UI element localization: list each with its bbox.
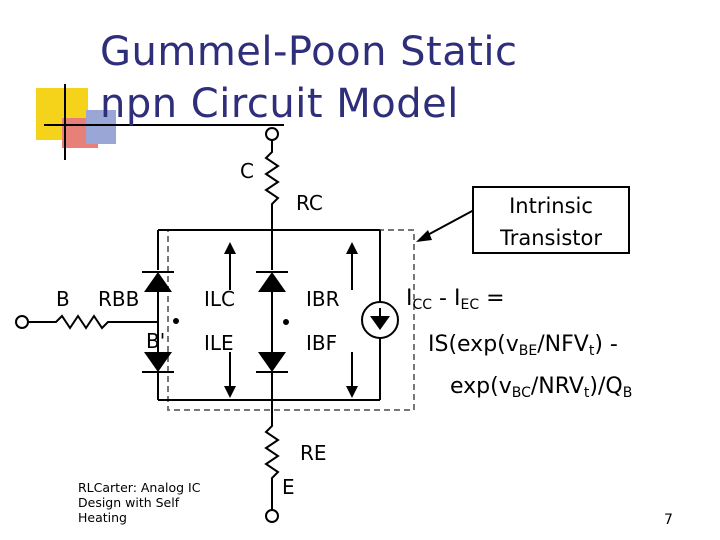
label-rbb: RBB	[98, 287, 140, 311]
equation-line-1	[406, 284, 505, 320]
eq-token: I	[406, 286, 413, 311]
callout-line-1: Intrinsic	[509, 194, 593, 218]
eq-token: )/Q	[589, 374, 623, 399]
label-re: RE	[300, 441, 327, 465]
intrinsic-transistor-callout	[472, 186, 630, 254]
eq-token: /NFV	[537, 332, 589, 357]
eq-token: exp(v	[450, 374, 512, 399]
b-prime-node	[173, 318, 179, 324]
label-b: B	[56, 287, 70, 311]
eq-sub: BE	[518, 343, 538, 359]
eq-sub: BC	[511, 385, 531, 401]
eq-sub: t	[583, 385, 590, 401]
ibr-arrow-head	[346, 242, 358, 254]
internal-base-node	[283, 319, 289, 325]
eq-sub: B	[622, 385, 633, 401]
collector-terminal	[266, 128, 278, 140]
credit-text: RLCarter: Analog IC Design with Self Heating	[78, 480, 201, 525]
callout-arrow	[422, 210, 474, 238]
eq-sub: CC	[412, 297, 433, 313]
label-e: E	[282, 475, 295, 499]
page-number: 7	[664, 512, 673, 528]
label-ibr: IBR	[306, 287, 340, 311]
eq-sub: t	[588, 343, 595, 359]
equation-line-3	[450, 372, 632, 408]
eq-token: - I	[432, 286, 461, 311]
title-line-1: Gummel-Poon Static	[100, 29, 518, 75]
eq-token: /NRV	[530, 374, 584, 399]
diode-bc-middle	[258, 272, 286, 292]
re-resistor	[266, 400, 278, 510]
ile-arrow-head	[224, 386, 236, 398]
rbb-resistor	[28, 316, 158, 328]
label-ibf: IBF	[306, 331, 338, 355]
title-line-2: npn Circuit Model	[100, 81, 459, 127]
label-ile: ILE	[204, 331, 234, 355]
label-rc: RC	[296, 191, 323, 215]
rc-resistor	[266, 140, 278, 230]
ilc-arrow-head	[224, 242, 236, 254]
equation-line-2	[428, 330, 618, 366]
label-ilc: ILC	[204, 287, 236, 311]
diode-be-middle	[258, 352, 286, 372]
label-c: C	[240, 159, 254, 183]
base-terminal	[16, 316, 28, 328]
eq-sub: EC	[460, 297, 480, 313]
eq-token: ) -	[594, 332, 618, 357]
emitter-terminal	[266, 510, 278, 522]
eq-token: IS(exp(v	[428, 332, 519, 357]
eq-token: =	[479, 286, 505, 311]
label-b-prime: B'	[146, 329, 166, 353]
ibf-arrow-head	[346, 386, 358, 398]
callout-line-2: Transistor	[500, 226, 602, 250]
callout-arrow-head	[416, 230, 432, 242]
